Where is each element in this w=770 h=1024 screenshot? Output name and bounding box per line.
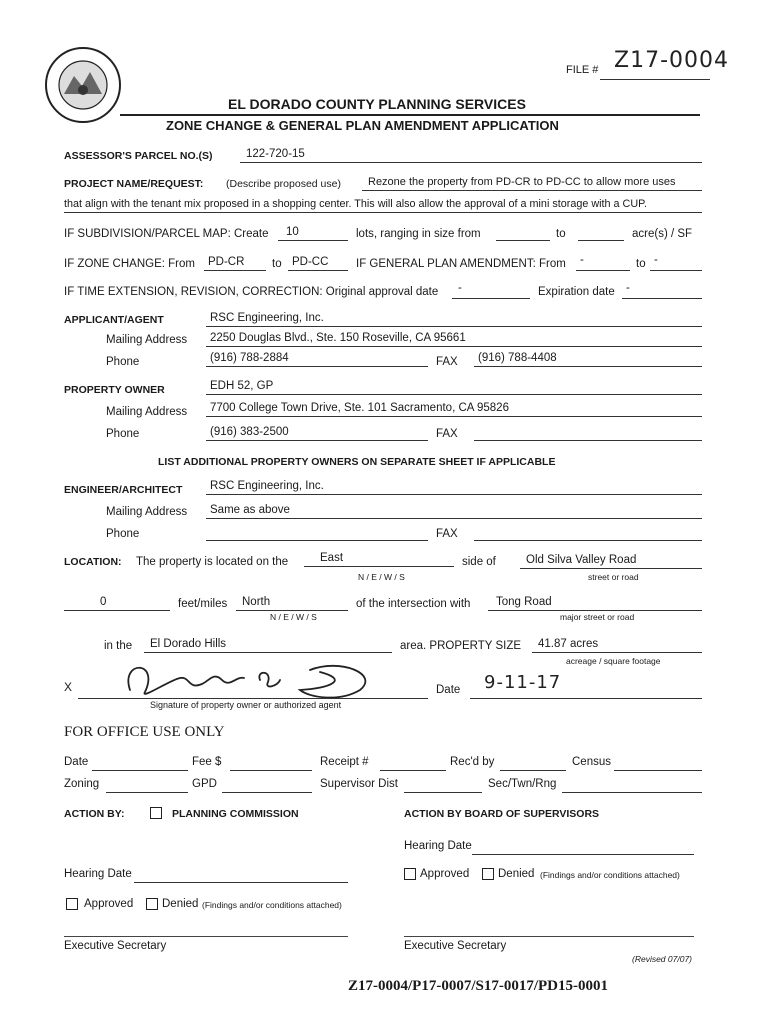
- location-major-street[interactable]: Tong Road: [496, 596, 552, 608]
- office-gpd-label: GPD: [192, 778, 217, 790]
- pc-approved-checkbox[interactable]: [66, 898, 78, 910]
- project-line-2[interactable]: that align with the tenant mix proposed in a shopping center. This will also allow the approval of a mini storage with a CUP.: [64, 198, 647, 210]
- applicant-fax[interactable]: (916) 788-4408: [478, 352, 557, 364]
- office-sec-label: Sec/Twn/Rng: [488, 778, 557, 790]
- owner-fax-label: FAX: [436, 428, 458, 440]
- pc-exec-sec-line[interactable]: [64, 936, 348, 937]
- location-area-label: area. PROPERTY SIZE: [400, 640, 522, 652]
- location-in-the: in the: [104, 640, 133, 652]
- office-zoning-label: Zoning: [64, 778, 100, 790]
- office-title: FOR OFFICE USE ONLY: [64, 724, 225, 740]
- project-hint: (Describe proposed use): [226, 178, 341, 190]
- subdivision-to-label: to: [556, 228, 566, 240]
- bos-exec-sec-line[interactable]: [404, 936, 694, 937]
- planning-commission-checkbox[interactable]: [150, 807, 162, 819]
- location-distance[interactable]: 0: [100, 596, 107, 608]
- owner-phone[interactable]: (916) 383-2500: [210, 426, 289, 438]
- expiration-label: Expiration date: [538, 286, 615, 298]
- zone-from[interactable]: PD-CR: [208, 256, 245, 268]
- file-number-line: [600, 66, 710, 80]
- owner-name[interactable]: EDH 52, GP: [210, 380, 274, 392]
- bos-denied-checkbox[interactable]: [482, 868, 494, 880]
- bos-approved-checkbox[interactable]: [404, 868, 416, 880]
- location-size-hint: acreage / square footage: [566, 656, 661, 666]
- action-by-label: ACTION BY:: [64, 808, 125, 820]
- location-text: The property is located on the: [136, 556, 289, 568]
- file-number-label: FILE #: [566, 64, 599, 76]
- owner-mail[interactable]: 7700 College Town Drive, Ste. 101 Sacramento, CA 95826: [210, 402, 509, 414]
- pc-hearing-date-label: Hearing Date: [64, 868, 132, 880]
- engineer-mail[interactable]: Same as above: [210, 504, 290, 516]
- applicant-phone[interactable]: (916) 788-2884: [210, 352, 289, 364]
- pc-denied-checkbox[interactable]: [146, 898, 158, 910]
- location-size[interactable]: 41.87 acres: [538, 638, 599, 650]
- original-approval-date[interactable]: -: [458, 282, 462, 294]
- revised-note: (Revised 07/07): [632, 954, 693, 964]
- applicant-mail[interactable]: 2250 Douglas Blvd., Ste. 150 Roseville, CA 95661: [210, 332, 466, 344]
- owner-phone-label: Phone: [106, 428, 140, 440]
- location-area[interactable]: El Dorado Hills: [150, 638, 227, 650]
- engineer-fax-label: FAX: [436, 528, 458, 540]
- location-street[interactable]: Old Silva Valley Road: [526, 554, 637, 566]
- location-intersection-label: of the intersection with: [356, 598, 471, 610]
- pc-approved-label: Approved: [84, 898, 134, 910]
- subdivision-label: IF SUBDIVISION/PARCEL MAP: Create: [64, 228, 269, 240]
- size-from-field[interactable]: [496, 227, 550, 241]
- location-side[interactable]: East: [320, 552, 344, 564]
- project-line-1[interactable]: Rezone the property from PD-CR to PD-CC to allow more uses: [368, 176, 676, 188]
- signature-date[interactable]: 9-11-17: [484, 672, 562, 693]
- page-subtitle: ZONE CHANGE & GENERAL PLAN AMENDMENT APPLICATION: [166, 118, 559, 133]
- office-fee-label: Fee $: [192, 756, 222, 768]
- size-to-field[interactable]: [578, 227, 624, 241]
- office-supervisor-label: Supervisor Dist: [320, 778, 398, 790]
- applicant-name[interactable]: RSC Engineering, Inc.: [210, 312, 324, 324]
- location-side-of: side of: [462, 556, 496, 568]
- location-feet-label: feet/miles: [178, 598, 228, 610]
- engineer-label: ENGINEER/ARCHITECT: [64, 484, 183, 496]
- file-number-value: Z17-0004: [614, 48, 729, 73]
- zone-to-label: to: [272, 258, 282, 270]
- office-census-label: Census: [572, 756, 611, 768]
- pc-findings-note: (Findings and/or conditions attached): [202, 900, 342, 910]
- apn-value[interactable]: 122-720-15: [246, 148, 305, 160]
- pc-exec-sec-label: Executive Secretary: [64, 940, 167, 952]
- engineer-name[interactable]: RSC Engineering, Inc.: [210, 480, 324, 492]
- location-direction-hint: N / E / W / S: [270, 612, 317, 622]
- applicant-fax-label: FAX: [436, 356, 458, 368]
- zone-change-label: IF ZONE CHANGE: From: [64, 258, 195, 270]
- location-label: LOCATION:: [64, 556, 122, 568]
- gpa-to-label: to: [636, 258, 646, 270]
- pc-denied-label: Denied: [162, 898, 199, 910]
- bos-denied-label: Denied: [498, 868, 535, 880]
- engineer-mail-label: Mailing Address: [106, 506, 188, 518]
- location-direction[interactable]: North: [242, 596, 271, 608]
- gpa-label: IF GENERAL PLAN AMENDMENT: From: [356, 258, 566, 270]
- location-nesw-hint: N / E / W / S: [358, 572, 405, 582]
- applicant-mail-label: Mailing Address: [106, 334, 188, 346]
- bos-approved-label: Approved: [420, 868, 470, 880]
- subdivision-lots-label: lots, ranging in size from: [356, 228, 481, 240]
- signature-x: X: [64, 680, 73, 694]
- title-rule: [120, 114, 700, 116]
- additional-owners-note: LIST ADDITIONAL PROPERTY OWNERS ON SEPARATE SHEET IF APPLICABLE: [158, 456, 556, 468]
- project-label: PROJECT NAME/REQUEST:: [64, 178, 204, 190]
- office-recd-label: Rec'd by: [450, 756, 495, 768]
- bos-exec-sec-label: Executive Secretary: [404, 940, 507, 952]
- owner-mail-label: Mailing Address: [106, 406, 188, 418]
- owner-label: PROPERTY OWNER: [64, 384, 165, 396]
- planning-commission-label: PLANNING COMMISSION: [172, 808, 299, 820]
- signature-line[interactable]: [78, 685, 428, 699]
- signature-date-label: Date: [436, 684, 461, 696]
- subdivision-lots[interactable]: 10: [286, 226, 299, 238]
- page-title: EL DORADO COUNTY PLANNING SERVICES: [228, 96, 526, 112]
- office-receipt-label: Receipt #: [320, 756, 369, 768]
- signature-caption: Signature of property owner or authorized agent: [150, 700, 342, 710]
- applicant-label: APPLICANT/AGENT: [64, 314, 164, 326]
- office-date-label: Date: [64, 756, 89, 768]
- county-seal: [44, 46, 122, 124]
- bos-findings-note: (Findings and/or conditions attached): [540, 870, 680, 880]
- time-extension-label: IF TIME EXTENSION, REVISION, CORRECTION: Original approval date: [64, 286, 439, 298]
- gpa-from[interactable]: -: [580, 254, 584, 266]
- applicant-phone-label: Phone: [106, 356, 140, 368]
- bos-hearing-date-label: Hearing Date: [404, 840, 472, 852]
- zone-to[interactable]: PD-CC: [292, 256, 329, 268]
- engineer-phone-label: Phone: [106, 528, 140, 540]
- bos-label: ACTION BY BOARD OF SUPERVISORS: [404, 808, 600, 820]
- gpa-to[interactable]: -: [654, 254, 658, 266]
- expiration-date[interactable]: -: [626, 282, 630, 294]
- subdivision-unit-label: acre(s) / SF: [632, 228, 693, 240]
- location-street-hint: street or road: [588, 572, 639, 582]
- apn-label: ASSESSOR'S PARCEL NO.(S): [64, 150, 213, 162]
- location-major-hint: major street or road: [560, 612, 635, 622]
- footer-reference: Z17-0004/P17-0007/S17-0017/PD15-0001: [348, 978, 608, 994]
